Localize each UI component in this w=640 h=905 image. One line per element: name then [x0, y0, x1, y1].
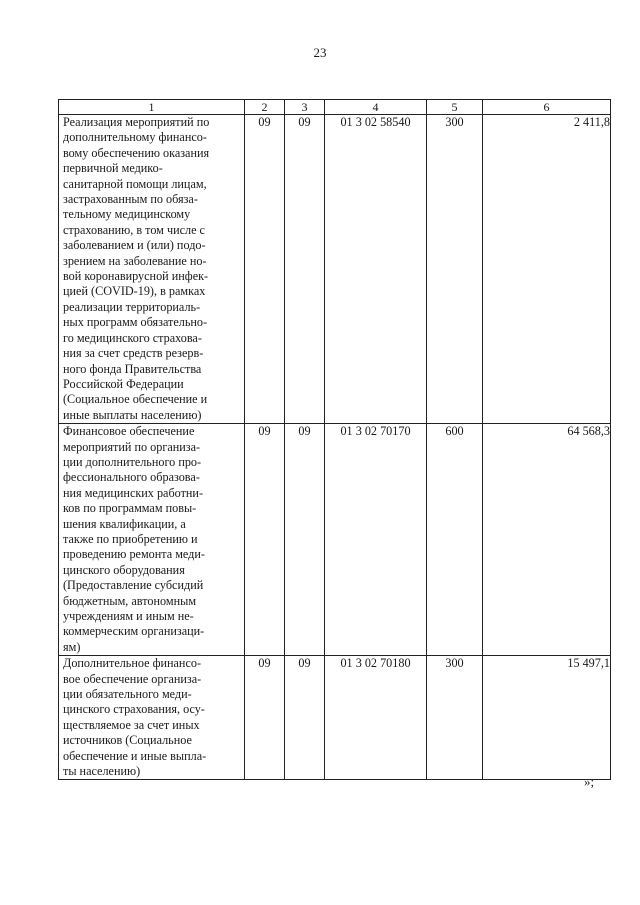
- item-name-line: (Социальное обеспечение и: [63, 392, 208, 407]
- target-article-cell: 01 3 02 70180: [325, 656, 427, 780]
- header-col-4: 4: [325, 100, 427, 115]
- target-article-cell: 01 3 02 70170: [325, 424, 427, 656]
- item-name-line: мероприятий по организа-: [63, 439, 201, 454]
- item-name-line: ции обязательного меди-: [63, 687, 192, 702]
- section-code-cell: 09: [245, 656, 285, 780]
- item-name-line: ния за счет средств резерв-: [63, 346, 204, 361]
- item-name-line: Российской Федерации: [63, 376, 184, 391]
- header-col-1: 1: [59, 100, 245, 115]
- header-col-6: 6: [483, 100, 611, 115]
- item-name-line: бюджетным, автономным: [63, 593, 197, 608]
- section-code-cell: 09: [245, 115, 285, 424]
- item-name-line: Дополнительное финансо-: [63, 656, 202, 671]
- table-row: [59, 424, 611, 656]
- expense-type-cell: 600: [427, 424, 483, 656]
- item-name-line: иные выплаты населению): [63, 407, 202, 422]
- subsection-code-cell: 09: [285, 115, 325, 424]
- item-name-line: Финансовое обеспечение: [63, 424, 195, 439]
- item-name-line: ния медицинских работни-: [63, 485, 204, 500]
- expense-type-cell: 300: [427, 656, 483, 780]
- amount-cell: 2 411,8: [483, 115, 611, 424]
- item-name-line: заболеванием и (или) подо-: [63, 238, 206, 253]
- item-name-line: Реализация мероприятий по: [63, 115, 210, 129]
- item-name-line: дополнительному финансо-: [63, 130, 207, 145]
- table-header-row: [59, 100, 611, 115]
- item-name-cell: [59, 656, 245, 780]
- item-name-line: реализации территориаль-: [63, 299, 201, 314]
- item-name-line: застрахованным по обяза-: [63, 192, 198, 207]
- item-name-cell: [59, 424, 245, 656]
- item-name-line: ного фонда Правительства: [63, 361, 202, 376]
- item-name-line: вое обеспечение организа-: [63, 671, 202, 686]
- item-name-line: страхованию, в том числе с: [63, 222, 205, 237]
- header-col-2: 2: [245, 100, 285, 115]
- closing-quote-mark: »;: [584, 774, 595, 789]
- table-row: [59, 115, 611, 424]
- item-name-line: проведению ремонта меди-: [63, 547, 205, 562]
- item-name-cell: [59, 115, 245, 424]
- item-name-line: (Предоставление субсидий: [63, 578, 204, 593]
- item-name-line: шения квалификации, а: [63, 516, 186, 531]
- expense-type-cell: 300: [427, 115, 483, 424]
- header-col-5: 5: [427, 100, 483, 115]
- item-name-line: источников (Социальное: [63, 733, 192, 748]
- item-name-line: ции дополнительного про-: [63, 454, 202, 469]
- item-name-line: вой коронавирусной инфек-: [63, 269, 209, 284]
- item-name-line: цинского оборудования: [63, 562, 185, 577]
- table-row: [59, 656, 611, 780]
- page-number: 23: [313, 45, 327, 60]
- item-name-line: учреждениям и иным не-: [63, 609, 194, 623]
- item-name-line: зрением на заболевание но-: [63, 253, 207, 268]
- section-code-cell: 09: [245, 424, 285, 656]
- item-name-line: первичной медико-: [63, 161, 163, 176]
- item-name-line: цией (COVID-19), в рамках: [63, 284, 206, 299]
- item-name-line: цинского страхования, осу-: [63, 702, 205, 717]
- target-article-cell: 01 3 02 58540: [325, 115, 427, 424]
- amount-cell: 15 497,1: [483, 656, 611, 780]
- budget-table: [58, 99, 611, 780]
- subsection-code-cell: 09: [285, 424, 325, 656]
- item-name-line: обеспечение и иные выпла-: [63, 748, 207, 763]
- table-body: [59, 115, 611, 780]
- item-name-line: фессионального образова-: [63, 470, 200, 485]
- item-name-line: ществляемое за счет иных: [63, 717, 200, 732]
- subsection-code-cell: 09: [285, 656, 325, 780]
- amount-cell: 64 568,3: [483, 424, 611, 656]
- item-name-line: также по приобретению и: [63, 531, 198, 546]
- header-col-3: 3: [285, 100, 325, 115]
- item-name-line: ных программ обязательно-: [63, 315, 208, 330]
- item-name-line: ков по программам повы-: [63, 501, 197, 516]
- item-name-line: ям): [63, 639, 81, 654]
- item-name-line: вому обеспечению оказания: [63, 145, 210, 160]
- item-name-line: тельному медицинскому: [63, 207, 191, 222]
- item-name-line: го медицинского страхова-: [63, 330, 202, 345]
- item-name-line: санитарной помощи лицам,: [63, 176, 207, 191]
- item-name-line: ты населению): [63, 764, 141, 779]
- item-name-line: коммерческим организаци-: [63, 624, 205, 639]
